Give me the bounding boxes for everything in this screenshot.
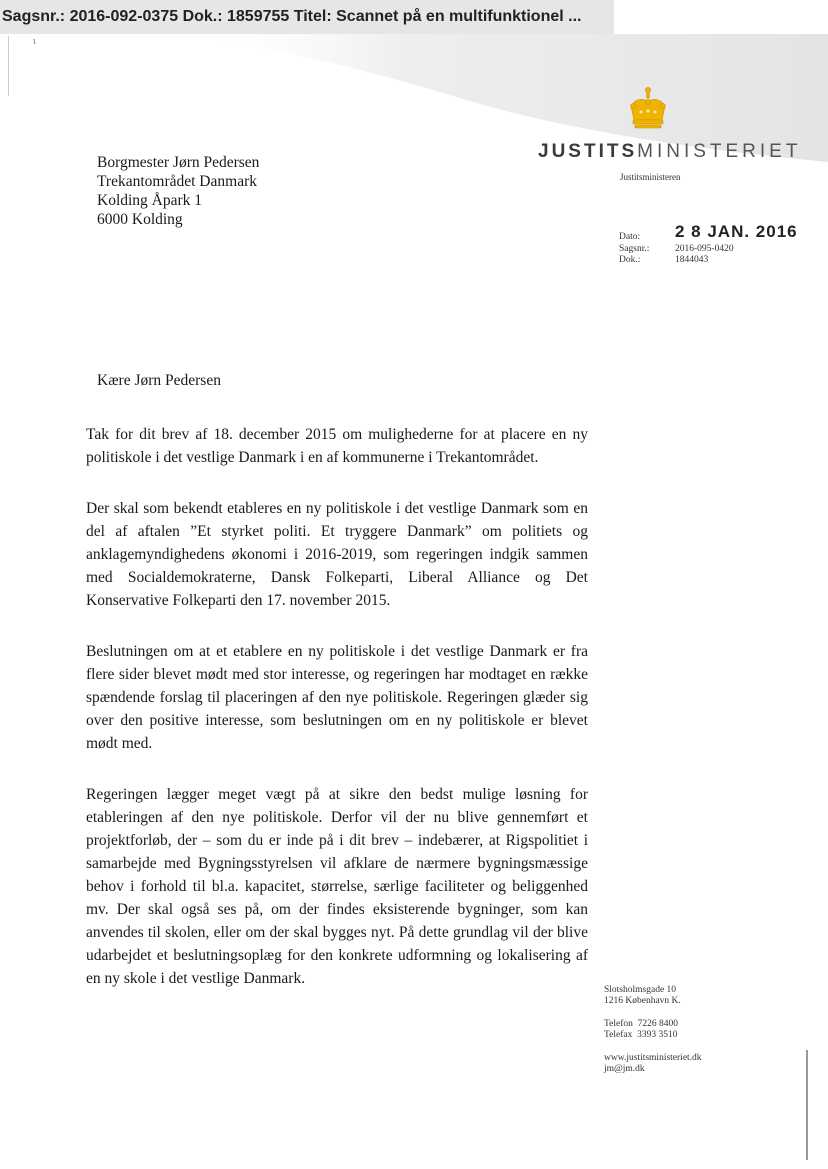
scan-edge-mark <box>806 1050 808 1160</box>
doc-value: 1844043 <box>675 255 709 265</box>
logo-subtitle: Justitsministeren <box>620 172 681 182</box>
meta-date-row <box>619 218 798 244</box>
footer-web: www.justitsministeriet.dk <box>604 1053 702 1063</box>
paragraph: Tak for dit brev af 18. december 2015 om mulighederne for at placere en ny politiskole i det vestlige Danmark i en af kommunerne i Trekantområdet. <box>86 426 588 466</box>
scan-speck: ι <box>33 36 36 47</box>
address-line: 6000 Kolding <box>97 211 183 228</box>
case-value: 2016-095-0420 <box>675 244 734 254</box>
letter-body <box>86 423 588 1018</box>
salutation: Kære Jørn Pedersen <box>97 372 221 389</box>
footer-city: 1216 København K. <box>604 996 681 1006</box>
paragraph: Beslutningen om at et etablere en ny politiskole i det vestlige Danmark er fra flere sider blevet mødt med stor interesse, og regeringen har modtaget en række spændende forslag til placeringen af den nye politiskole. Regeringen glæder sig over den positive interesse, som beslutningen om en ny politiskole er blevet mødt med. <box>86 643 588 752</box>
footer-street: Slotsholmsgade 10 <box>604 985 677 995</box>
paragraph: Der skal som bekendt etableres en ny politiskole i det vestlige Danmark som en del af aftalen ”Et styrket politi. Et tryggere Danmark” om politiets og anklagemyndighedens økonomi i 2016-2019, som regeringen indgik sammen med Socialdemokraterne, Dansk Folkeparti, Liberal Alliance og Det Konservative Folkeparti den 17. november 2015. <box>86 500 588 609</box>
date-label: Dato: <box>619 232 641 242</box>
date-stamp: 2 8 JAN. 2016 <box>675 222 798 241</box>
phone-value: 7226 8400 <box>637 1019 679 1029</box>
scan-title-bar: Sagsnr.: 2016-092-0375 Dok.: 1859755 Titel: Scannet på en multifunktionel ... <box>0 0 614 34</box>
address-line: Trekantområdet Danmark <box>97 173 257 190</box>
address-line: Borgmester Jørn Pedersen <box>97 154 260 171</box>
sender-contact <box>604 985 702 1075</box>
meta-case-row <box>619 244 798 255</box>
ministry-logo <box>538 141 801 163</box>
crown-icon <box>628 86 668 130</box>
fax-value: 3393 3510 <box>637 1030 678 1040</box>
phone-label: Telefon <box>604 1019 633 1029</box>
recipient-address <box>97 153 259 229</box>
letter-meta <box>619 218 798 266</box>
meta-doc-row <box>619 255 798 266</box>
footer-email: jm@jm.dk <box>604 1064 645 1074</box>
footer-phone-row <box>604 1019 702 1030</box>
logo-name-light: MINISTERIET <box>637 141 802 162</box>
scan-edge-mark <box>8 36 9 96</box>
footer-fax-row <box>604 1030 702 1041</box>
fax-label: Telefax <box>604 1030 633 1040</box>
logo-name-bold: JUSTITS <box>538 141 638 162</box>
doc-label: Dok.: <box>619 255 641 265</box>
address-line: Kolding Åpark 1 <box>97 192 203 209</box>
case-label: Sagsnr.: <box>619 244 650 254</box>
paragraph: Regeringen lægger meget vægt på at sikre den bedst mulige løsning for etableringen af den nye politiskole. Derfor vil der nu blive gennemført et projektforløb, der – som du er inde på i dit brev – indebærer, at Rigspolitiet i samarbejde med Bygningsstyrelsen vil afklare de nærmere bygningsmæssige behov i forhold til bl.a. kapacitet, størrelse, særlige faciliteter og beliggenhed mv. Der skal også ses på, om der findes eksisterende bygninger, som kan anvendes til skolen, eller om der skal bygges nyt. På dette grundlag vil der blive udarbejdet et beslutningsoplæg for den konkrete udformning og lokalisering af en ny skole i det vestlige Danmark. <box>86 786 588 987</box>
